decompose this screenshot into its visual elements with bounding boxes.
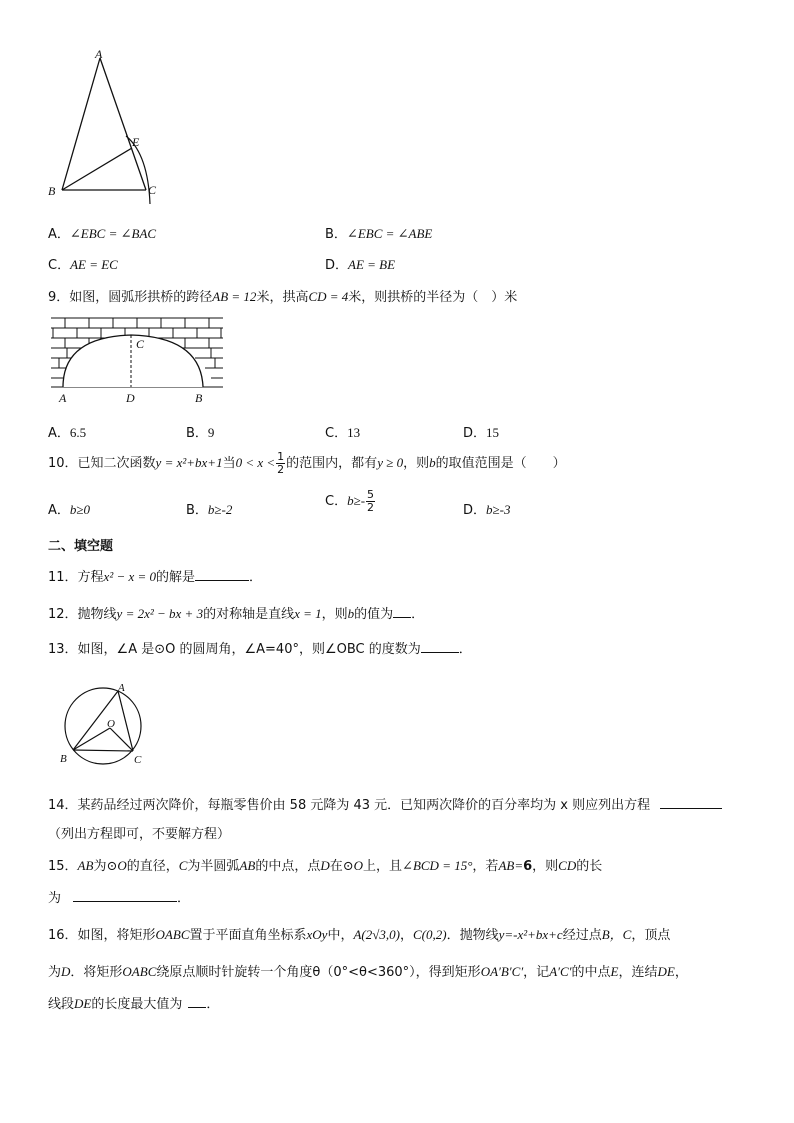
label-B: B bbox=[48, 184, 56, 198]
q15-answer-line: 为 ． bbox=[48, 891, 191, 906]
q16-question-line1: 16．如图，将矩形OABC置于平面直角坐标系xOy中，A(2√3,0)，C(0,2)．抛物线y=-x²+bx+c经过点B，C，顶点 bbox=[48, 927, 671, 943]
fraction-half: $\frac{1}{2}$ bbox=[277, 450, 285, 476]
arch-label-A: A bbox=[59, 391, 67, 405]
q13-question: 13．如图，∠A 是⊙O 的圆周角，∠A=40°，则∠OBC 的度数为 ． bbox=[48, 642, 472, 657]
triangle-figure-q8 bbox=[40, 44, 170, 214]
arch-bridge-figure bbox=[45, 313, 235, 408]
circle-label-C: C bbox=[134, 754, 142, 766]
circle-label-A: A bbox=[118, 682, 125, 694]
q8-option-a: A．∠EBC = ∠BAC bbox=[48, 226, 157, 242]
q12-question: 12．抛物线y = 2x² − bx + 3的对称轴是直线x = 1，则b的值为 ． bbox=[48, 606, 425, 622]
arch-label-B: B bbox=[195, 391, 203, 405]
q9-option-a: A．6.5 bbox=[48, 425, 87, 441]
q9-option-c: C．13 bbox=[325, 425, 361, 441]
arch-label-D: D bbox=[126, 391, 135, 405]
q10-option-b: B．b≥-2 bbox=[186, 502, 233, 518]
q14-question: 14．某药品经过两次降价，每瓶零售价由 58 元降为 43 元．已知两次降价的百分率均为 x 则应列出方程 bbox=[48, 794, 722, 813]
q11-answer-blank[interactable] bbox=[195, 568, 249, 581]
q10-option-d: D．b≥-3 bbox=[463, 502, 511, 518]
circle-label-B: B bbox=[60, 753, 67, 765]
q10-option-a: A．b≥0 bbox=[48, 502, 91, 518]
q9-option-b: B．9 bbox=[186, 425, 215, 441]
circle-label-O: O bbox=[107, 718, 115, 730]
q14-answer-blank[interactable] bbox=[660, 796, 722, 809]
q13-answer-blank[interactable] bbox=[421, 640, 459, 653]
q9-question: 9．如图，圆弧形拱桥的跨径AB = 12米，拱高CD = 4米，则拱桥的半径为（ ）米 bbox=[48, 289, 518, 305]
q9-option-d: D．15 bbox=[463, 425, 500, 441]
q8-option-b: B．∠EBC = ∠ABE bbox=[325, 226, 433, 242]
q16-question-line3: 线段DE的长度最大值为 ． bbox=[48, 996, 220, 1012]
arch-label-C: C bbox=[136, 337, 145, 351]
q15-answer-blank[interactable] bbox=[73, 889, 177, 902]
q16-answer-blank[interactable] bbox=[188, 995, 206, 1008]
label-E: E bbox=[132, 135, 140, 149]
section-title: 二、填空题 bbox=[48, 539, 114, 554]
q12-answer-blank[interactable] bbox=[393, 605, 411, 618]
label-C: C bbox=[148, 183, 157, 197]
q11-question: 11．方程x² − x = 0的解是 ． bbox=[48, 569, 263, 585]
q10-option-c: C．b≥- $\frac{5}{2}$ bbox=[325, 488, 375, 514]
circle-figure-q13 bbox=[52, 680, 162, 770]
q16-question-line2: 为D．将矩形OABC绕原点顺时针旋转一个角度θ（0°<θ<360°），得到矩形OA′B′C′，记A′C′的中点E，连结DE， bbox=[48, 964, 688, 980]
q8-option-d: D．AE = BE bbox=[325, 257, 396, 273]
q8-option-c: C．AE = EC bbox=[48, 257, 118, 273]
q15-question: 15．AB为⊙O的直径，C为半圆弧AB的中点，点D在⊙O上，且∠BCD = 15°，若AB=6，则CD的长 bbox=[48, 858, 603, 874]
q10-question: 10．已知二次函数y = x²+bx+1当0 < x < $\frac{1}{2}$ 的范围内，都有y ≥ 0，则b的取值范围是（ ） bbox=[48, 450, 566, 476]
q14-note: （列出方程即可，不要解方程） bbox=[48, 827, 231, 842]
label-A: A bbox=[95, 47, 103, 61]
